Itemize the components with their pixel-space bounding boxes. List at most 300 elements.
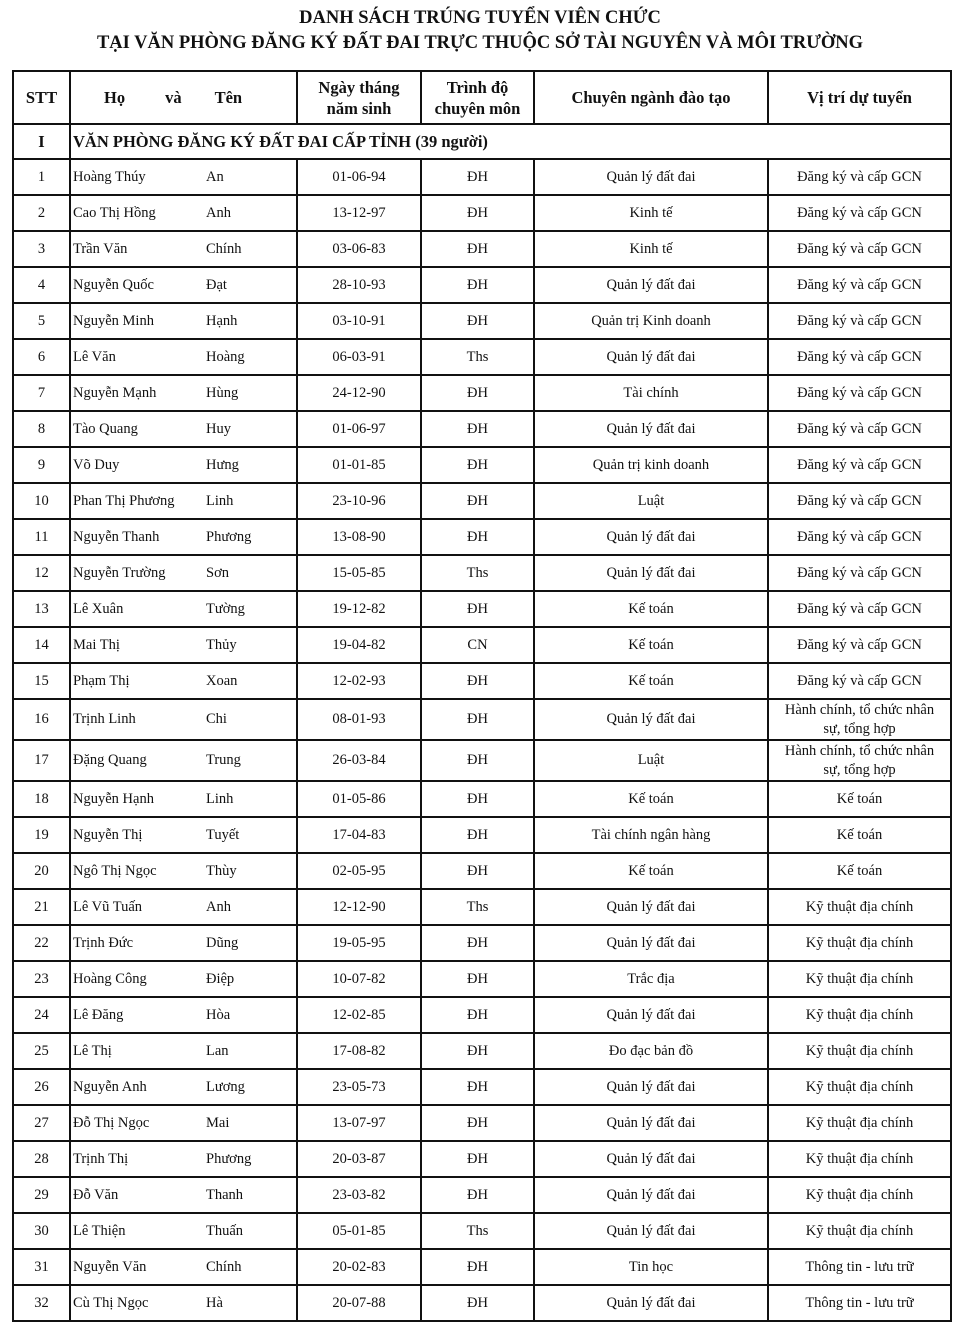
row-level: ĐH xyxy=(421,1249,534,1285)
row-fullname xyxy=(70,159,297,195)
row-ten: Hòa xyxy=(206,1006,231,1023)
row-stt: 22 xyxy=(13,925,70,961)
row-level: ĐH xyxy=(421,375,534,411)
row-ho: Nguyễn Thanh xyxy=(73,528,160,545)
row-dob: 24-12-90 xyxy=(297,375,421,411)
row-ho: Lê Thiện xyxy=(73,1222,126,1239)
row-fullname xyxy=(70,740,297,781)
row-ho: Cao Thị Hồng xyxy=(73,204,156,221)
row-ten: Hùng xyxy=(206,384,239,401)
row-position: Đăng ký và cấp GCN xyxy=(768,231,951,267)
row-stt: 17 xyxy=(13,740,70,781)
row-level: ĐH xyxy=(421,740,534,781)
row-ho: Trịnh Linh xyxy=(73,711,136,727)
row-major: Quản lý đất đai xyxy=(534,555,768,591)
row-stt: 28 xyxy=(13,1141,70,1177)
row-level: ĐH xyxy=(421,519,534,555)
row-major: Quản trị Kinh doanh xyxy=(534,303,768,339)
row-ten: Sơn xyxy=(206,564,229,581)
row-ho: Võ Duy xyxy=(73,456,120,473)
row-ho: Đỗ Thị Ngọc xyxy=(73,1114,150,1131)
row-dob: 03-06-83 xyxy=(297,231,421,267)
row-ten: Điệp xyxy=(206,970,235,987)
row-dob: 13-08-90 xyxy=(297,519,421,555)
row-fullname xyxy=(70,699,297,740)
row-dob: 17-04-83 xyxy=(297,817,421,853)
row-stt: 30 xyxy=(13,1213,70,1249)
table-row xyxy=(13,231,951,267)
header-fullname xyxy=(70,71,297,124)
row-stt: 7 xyxy=(13,375,70,411)
table-row xyxy=(13,591,951,627)
row-dob: 01-06-97 xyxy=(297,411,421,447)
row-position: Kỹ thuật địa chính xyxy=(768,997,951,1033)
row-stt: 2 xyxy=(13,195,70,231)
header-dob xyxy=(297,71,421,124)
row-level: Ths xyxy=(421,555,534,591)
table-row xyxy=(13,411,951,447)
row-fullname xyxy=(70,1213,297,1249)
row-major: Quản lý đất đai xyxy=(534,1213,768,1249)
row-position: Đăng ký và cấp GCN xyxy=(768,339,951,375)
row-position: Kỹ thuật địa chính xyxy=(768,1069,951,1105)
table-row xyxy=(13,997,951,1033)
row-stt: 14 xyxy=(13,627,70,663)
row-stt: 31 xyxy=(13,1249,70,1285)
row-ten: Thủy xyxy=(206,636,237,653)
row-ten: Chính xyxy=(206,1258,242,1275)
row-ten: Mai xyxy=(206,1114,230,1131)
row-position: Đăng ký và cấp GCN xyxy=(768,159,951,195)
section-stt: I xyxy=(13,124,70,159)
row-stt: 10 xyxy=(13,483,70,519)
row-level: ĐH xyxy=(421,159,534,195)
row-fullname xyxy=(70,853,297,889)
row-dob: 01-01-85 xyxy=(297,447,421,483)
row-stt: 18 xyxy=(13,781,70,817)
row-fullname xyxy=(70,195,297,231)
row-level: ĐH xyxy=(421,1285,534,1321)
row-position: Đăng ký và cấp GCN xyxy=(768,447,951,483)
row-ten: Anh xyxy=(206,898,231,915)
table-row xyxy=(13,1285,951,1321)
table-row xyxy=(13,555,951,591)
row-level: ĐH xyxy=(421,1033,534,1069)
row-level: ĐH xyxy=(421,997,534,1033)
row-ten: Tường xyxy=(206,600,245,617)
row-dob: 13-07-97 xyxy=(297,1105,421,1141)
table-row xyxy=(13,483,951,519)
row-ho: Mai Thị xyxy=(73,636,120,653)
row-ho: Lê Đăng xyxy=(73,1006,124,1023)
row-ten: Phương xyxy=(206,1150,252,1167)
row-fullname xyxy=(70,1249,297,1285)
row-level: ĐH xyxy=(421,1105,534,1141)
row-position: Đăng ký và cấp GCN xyxy=(768,303,951,339)
row-dob: 12-02-93 xyxy=(297,663,421,699)
row-stt: 26 xyxy=(13,1069,70,1105)
table-row xyxy=(13,1033,951,1069)
row-position: Kỹ thuật địa chính xyxy=(768,1105,951,1141)
row-position: Thông tin - lưu trữ xyxy=(768,1285,951,1321)
table-header-row xyxy=(13,71,951,124)
row-ten: Huy xyxy=(206,420,231,437)
row-major: Trắc địa xyxy=(534,961,768,997)
header-dob-line2: năm sinh xyxy=(326,98,392,118)
row-dob: 02-05-95 xyxy=(297,853,421,889)
table-row xyxy=(13,195,951,231)
row-stt: 21 xyxy=(13,889,70,925)
row-fullname xyxy=(70,483,297,519)
row-ho: Trần Văn xyxy=(73,240,128,257)
table-row xyxy=(13,1141,951,1177)
row-ho: Lê Vũ Tuấn xyxy=(73,898,143,915)
header-level-line2: chuyên môn xyxy=(434,98,521,118)
row-dob: 03-10-91 xyxy=(297,303,421,339)
row-fullname xyxy=(70,303,297,339)
table-row xyxy=(13,267,951,303)
row-major: Quản lý đất đai xyxy=(534,889,768,925)
table-row xyxy=(13,339,951,375)
table-row xyxy=(13,1105,951,1141)
table-row xyxy=(13,925,951,961)
document-title-line1: DANH SÁCH TRÚNG TUYỂN VIÊN CHỨC xyxy=(299,8,661,28)
row-level: ĐH xyxy=(421,231,534,267)
row-level: Ths xyxy=(421,889,534,925)
row-ten: Chi xyxy=(206,711,227,727)
header-stt: STT xyxy=(13,71,70,124)
row-major: Quản lý đất đai xyxy=(534,339,768,375)
row-position: Đăng ký và cấp GCN xyxy=(768,267,951,303)
table-row xyxy=(13,1177,951,1213)
header-level-line1: Trình độ xyxy=(446,77,509,97)
row-level: ĐH xyxy=(421,853,534,889)
row-dob: 23-10-96 xyxy=(297,483,421,519)
row-stt: 9 xyxy=(13,447,70,483)
table-row xyxy=(13,375,951,411)
row-major: Tài chính ngân hàng xyxy=(534,817,768,853)
row-ten: Đạt xyxy=(206,276,227,293)
row-position: Kế toán xyxy=(768,853,951,889)
row-major: Tin học xyxy=(534,1249,768,1285)
row-position: Đăng ký và cấp GCN xyxy=(768,519,951,555)
row-stt: 19 xyxy=(13,817,70,853)
row-fullname xyxy=(70,1069,297,1105)
row-position: Đăng ký và cấp GCN xyxy=(768,483,951,519)
header-position: Vị trí dự tuyển xyxy=(768,71,951,124)
table-row xyxy=(13,817,951,853)
header-va: và xyxy=(165,88,182,107)
row-fullname xyxy=(70,1105,297,1141)
row-level: ĐH xyxy=(421,817,534,853)
table-row xyxy=(13,159,951,195)
row-ten: Xoan xyxy=(206,672,238,689)
row-position xyxy=(768,740,951,781)
header-ten: Tên xyxy=(214,88,243,107)
row-major: Luật xyxy=(534,740,768,781)
row-major: Kế toán xyxy=(534,781,768,817)
row-level: ĐH xyxy=(421,1069,534,1105)
row-ten: Thuấn xyxy=(206,1222,244,1239)
row-position: Đăng ký và cấp GCN xyxy=(768,591,951,627)
row-position xyxy=(768,699,951,740)
row-ho: Hoàng Thúy xyxy=(73,168,146,185)
table-row xyxy=(13,740,951,781)
table-row xyxy=(13,627,951,663)
row-ten: Phương xyxy=(206,528,252,545)
row-fullname xyxy=(70,1141,297,1177)
row-level: ĐH xyxy=(421,961,534,997)
row-major: Quản lý đất đai xyxy=(534,997,768,1033)
row-ten: Lan xyxy=(206,1042,229,1059)
row-ho: Phạm Thị xyxy=(73,672,130,689)
row-level: CN xyxy=(421,627,534,663)
row-stt: 16 xyxy=(13,699,70,740)
row-position-line1: Hành chính, tổ chức nhân xyxy=(784,701,935,718)
row-dob: 01-05-86 xyxy=(297,781,421,817)
row-ho: Nguyễn Mạnh xyxy=(73,384,157,401)
row-major: Kế toán xyxy=(534,627,768,663)
row-level: ĐH xyxy=(421,925,534,961)
row-position: Kế toán xyxy=(768,817,951,853)
row-ho: Lê Xuân xyxy=(73,600,124,617)
row-major: Tài chính xyxy=(534,375,768,411)
row-stt: 27 xyxy=(13,1105,70,1141)
row-position: Thông tin - lưu trữ xyxy=(768,1249,951,1285)
row-ho: Nguyễn Trường xyxy=(73,564,166,581)
row-ho: Nguyễn Hạnh xyxy=(73,790,154,807)
row-dob: 05-01-85 xyxy=(297,1213,421,1249)
table-row xyxy=(13,1213,951,1249)
row-ten: Hưng xyxy=(206,456,239,473)
table-row xyxy=(13,519,951,555)
row-fullname xyxy=(70,817,297,853)
table-row xyxy=(13,1249,951,1285)
row-position: Đăng ký và cấp GCN xyxy=(768,195,951,231)
row-stt: 13 xyxy=(13,591,70,627)
row-major: Luật xyxy=(534,483,768,519)
row-dob: 17-08-82 xyxy=(297,1033,421,1069)
row-ho: Nguyễn Anh xyxy=(73,1078,147,1095)
row-fullname xyxy=(70,519,297,555)
row-position-line2: sự, tổng hợp xyxy=(823,761,896,778)
candidates-table xyxy=(12,70,952,1322)
row-fullname xyxy=(70,997,297,1033)
row-stt: 24 xyxy=(13,997,70,1033)
row-fullname xyxy=(70,591,297,627)
row-dob: 19-05-95 xyxy=(297,925,421,961)
row-dob: 01-06-94 xyxy=(297,159,421,195)
row-ten: Hà xyxy=(206,1294,223,1311)
row-ten: Tuyết xyxy=(206,826,240,843)
row-ho: Ngô Thị Ngọc xyxy=(73,862,157,879)
row-ho: Nguyễn Quốc xyxy=(73,276,154,293)
header-ho: Họ xyxy=(104,88,126,107)
row-fullname xyxy=(70,889,297,925)
row-major: Kế toán xyxy=(534,591,768,627)
row-dob: 19-04-82 xyxy=(297,627,421,663)
row-fullname xyxy=(70,447,297,483)
row-stt: 5 xyxy=(13,303,70,339)
row-dob: 08-01-93 xyxy=(297,699,421,740)
row-position-line2: sự, tổng hợp xyxy=(823,720,896,737)
row-dob: 23-05-73 xyxy=(297,1069,421,1105)
row-level: ĐH xyxy=(421,195,534,231)
row-level: ĐH xyxy=(421,781,534,817)
row-level: Ths xyxy=(421,1213,534,1249)
row-position: Đăng ký và cấp GCN xyxy=(768,663,951,699)
header-dob-line1: Ngày tháng xyxy=(318,77,400,97)
table-row xyxy=(13,961,951,997)
row-ten: Lương xyxy=(206,1078,245,1095)
row-ho: Tào Quang xyxy=(73,420,138,437)
section-title: VĂN PHÒNG ĐĂNG KÝ ĐẤT ĐAI CẤP TỈNH (39 người) xyxy=(70,124,951,159)
row-dob: 20-07-88 xyxy=(297,1285,421,1321)
row-level: ĐH xyxy=(421,447,534,483)
row-major: Quản lý đất đai xyxy=(534,925,768,961)
row-ten: Linh xyxy=(206,790,234,807)
row-major: Quản lý đất đai xyxy=(534,519,768,555)
row-fullname xyxy=(70,925,297,961)
row-major: Quản lý đất đai xyxy=(534,1069,768,1105)
row-major: Quản lý đất đai xyxy=(534,1177,768,1213)
document-title-line2: TẠI VĂN PHÒNG ĐĂNG KÝ ĐẤT ĐAI TRỰC THUỘC SỞ TÀI NGUYÊN VÀ MÔI TRƯỜNG xyxy=(96,33,864,53)
row-major: Kế toán xyxy=(534,663,768,699)
row-fullname xyxy=(70,961,297,997)
row-stt: 3 xyxy=(13,231,70,267)
row-ho: Nguyễn Minh xyxy=(73,312,154,329)
row-level: ĐH xyxy=(421,411,534,447)
row-level: Ths xyxy=(421,339,534,375)
row-position: Đăng ký và cấp GCN xyxy=(768,411,951,447)
row-fullname xyxy=(70,1177,297,1213)
row-level: ĐH xyxy=(421,267,534,303)
row-ten: Hoàng xyxy=(206,348,245,365)
row-major: Quản lý đất đai xyxy=(534,1141,768,1177)
row-dob: 23-03-82 xyxy=(297,1177,421,1213)
row-ho: Nguyễn Văn xyxy=(73,1258,147,1275)
row-dob: 26-03-84 xyxy=(297,740,421,781)
row-stt: 11 xyxy=(13,519,70,555)
table-row xyxy=(13,889,951,925)
row-ten: An xyxy=(206,168,224,185)
row-stt: 1 xyxy=(13,159,70,195)
table-row xyxy=(13,1069,951,1105)
row-ho: Cù Thị Ngọc xyxy=(73,1294,149,1311)
row-fullname xyxy=(70,231,297,267)
header-major: Chuyên ngành đào tạo xyxy=(534,71,768,124)
row-ho: Nguyễn Thị xyxy=(73,826,143,843)
row-ten: Linh xyxy=(206,492,234,509)
row-position: Đăng ký và cấp GCN xyxy=(768,375,951,411)
row-dob: 15-05-85 xyxy=(297,555,421,591)
row-ho: Đặng Quang xyxy=(73,752,147,768)
row-dob: 06-03-91 xyxy=(297,339,421,375)
header-level xyxy=(421,71,534,124)
row-dob: 28-10-93 xyxy=(297,267,421,303)
row-major: Kế toán xyxy=(534,853,768,889)
row-stt: 32 xyxy=(13,1285,70,1321)
row-fullname xyxy=(70,339,297,375)
row-stt: 20 xyxy=(13,853,70,889)
row-level: ĐH xyxy=(421,591,534,627)
row-ho: Đỗ Văn xyxy=(73,1186,119,1203)
section-row xyxy=(13,124,951,159)
row-ten: Thanh xyxy=(206,1186,244,1203)
row-ho: Lê Văn xyxy=(73,348,116,365)
row-dob: 13-12-97 xyxy=(297,195,421,231)
row-fullname xyxy=(70,411,297,447)
row-dob: 10-07-82 xyxy=(297,961,421,997)
table-row xyxy=(13,663,951,699)
row-dob: 12-02-85 xyxy=(297,997,421,1033)
row-level: ĐH xyxy=(421,483,534,519)
row-stt: 15 xyxy=(13,663,70,699)
row-position: Kỹ thuật địa chính xyxy=(768,889,951,925)
row-dob: 20-02-83 xyxy=(297,1249,421,1285)
row-major: Quản lý đất đai xyxy=(534,1285,768,1321)
row-position: Kỹ thuật địa chính xyxy=(768,925,951,961)
row-ten: Trung xyxy=(206,752,241,768)
row-stt: 29 xyxy=(13,1177,70,1213)
row-stt: 4 xyxy=(13,267,70,303)
row-dob: 19-12-82 xyxy=(297,591,421,627)
table-row xyxy=(13,447,951,483)
row-ho: Hoàng Công xyxy=(73,970,147,987)
row-position: Đăng ký và cấp GCN xyxy=(768,627,951,663)
row-ten: Chính xyxy=(206,240,242,257)
table-row xyxy=(13,303,951,339)
row-major: Kinh tế xyxy=(534,231,768,267)
row-ho: Lê Thị xyxy=(73,1042,112,1059)
row-major: Đo đạc bản đồ xyxy=(534,1033,768,1069)
row-fullname xyxy=(70,267,297,303)
row-position: Kỹ thuật địa chính xyxy=(768,1213,951,1249)
row-major: Quản trị kinh doanh xyxy=(534,447,768,483)
row-fullname xyxy=(70,555,297,591)
row-level: ĐH xyxy=(421,303,534,339)
row-major: Kinh tế xyxy=(534,195,768,231)
row-ten: Hạnh xyxy=(206,312,238,329)
row-major: Quản lý đất đai xyxy=(534,699,768,740)
row-position: Kỹ thuật địa chính xyxy=(768,961,951,997)
row-stt: 12 xyxy=(13,555,70,591)
row-dob: 20-03-87 xyxy=(297,1141,421,1177)
row-major: Quản lý đất đai xyxy=(534,267,768,303)
row-level: ĐH xyxy=(421,699,534,740)
row-level: ĐH xyxy=(421,1177,534,1213)
row-major: Quản lý đất đai xyxy=(534,1105,768,1141)
row-fullname xyxy=(70,1033,297,1069)
row-position-line1: Hành chính, tổ chức nhân xyxy=(784,742,935,759)
row-fullname xyxy=(70,781,297,817)
row-position: Đăng ký và cấp GCN xyxy=(768,555,951,591)
row-stt: 6 xyxy=(13,339,70,375)
row-fullname xyxy=(70,663,297,699)
row-stt: 23 xyxy=(13,961,70,997)
table-row xyxy=(13,699,951,740)
row-position: Kỹ thuật địa chính xyxy=(768,1177,951,1213)
row-dob: 12-12-90 xyxy=(297,889,421,925)
row-ten: Thùy xyxy=(206,862,237,879)
row-fullname xyxy=(70,1285,297,1321)
row-ten: Anh xyxy=(206,204,231,221)
table-row xyxy=(13,781,951,817)
row-ho: Trịnh Thị xyxy=(73,1150,129,1167)
row-ho: Trịnh Đức xyxy=(73,934,134,951)
row-stt: 8 xyxy=(13,411,70,447)
row-fullname xyxy=(70,627,297,663)
